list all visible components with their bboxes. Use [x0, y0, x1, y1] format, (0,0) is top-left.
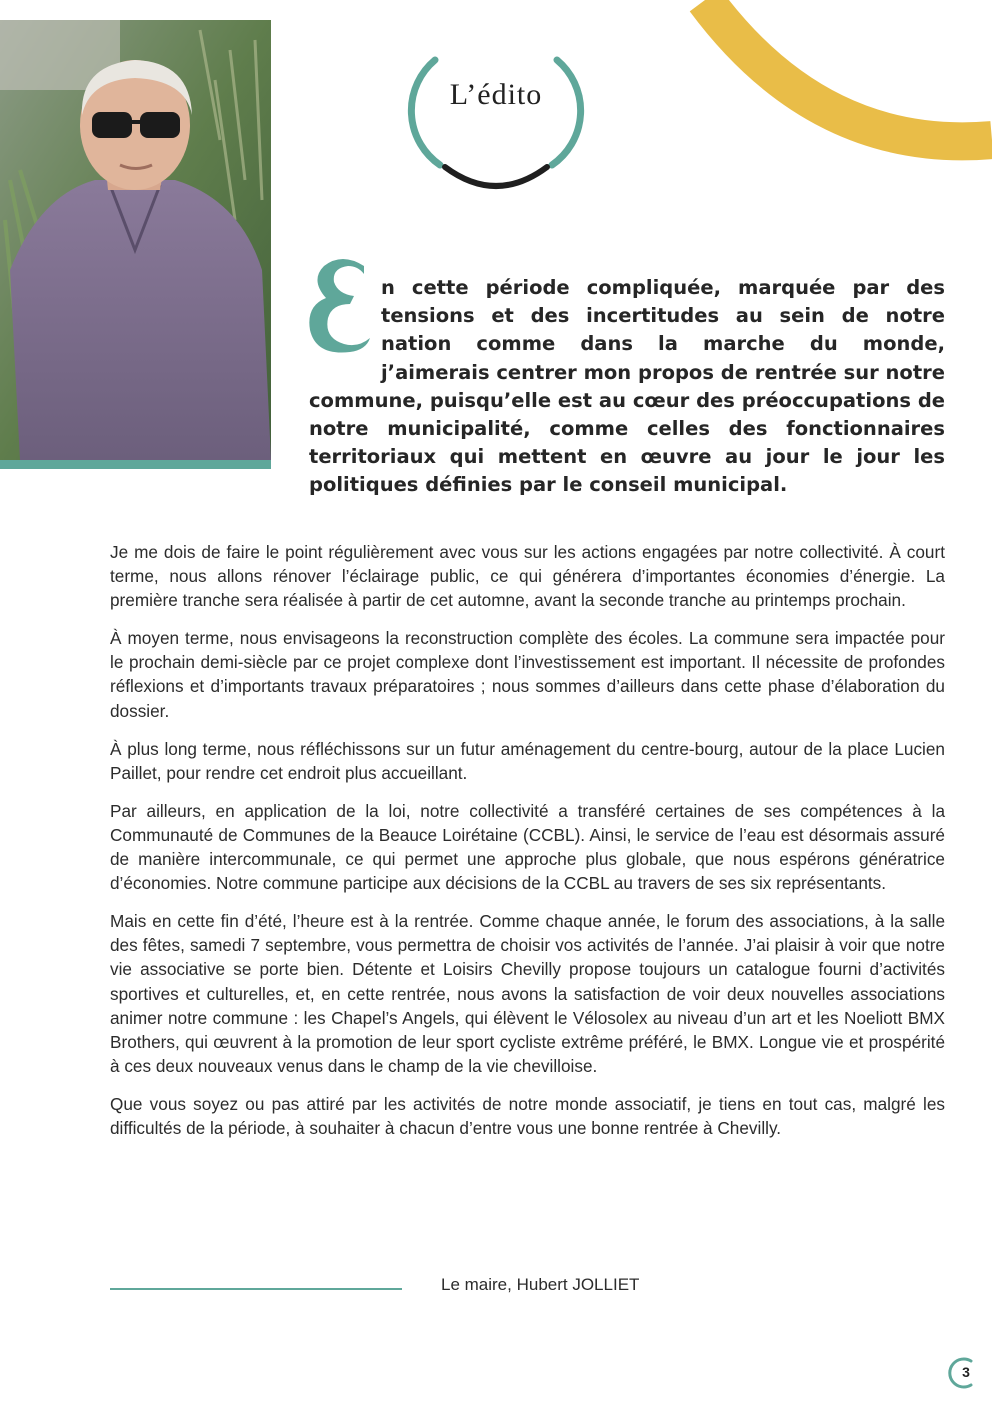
page-number: 3 — [962, 1364, 970, 1380]
drop-cap-letter: E — [302, 252, 303, 253]
portrait-photo-icon — [0, 20, 271, 460]
body-paragraph: À plus long terme, nous réfléchissons sur un futur aménagement du centre-bourg, autour de la place Lucien Paillet, pour rendre cet endroit plus accueillant. — [110, 738, 945, 783]
body-paragraph: Mais en cette fin d’été, l’heure est à la rentrée. Comme chaque année, le forum des associations, à la salle des fêtes, samedi 7 septembre, vous permettra de choisir vos activités de l’année. J’ai plaisir à voir que notre vie associative se porte bien. Détente et Loisirs Chevilly propose toujours un catalogue fourni d’activités sportives et culturelles, et, en cette rentrée, nous avons la satisfaction de voir deux nouvelles associations animer notre commune : les Chapel’s Angels, qui élèvent le Vélosolex au niveau d’un art et les Noeliott BMX Brothers, qui œuvrent à la promotion de leur sport cycliste extrême préféré, le BMX. Longue vie et prospérité à ces deux nouveaux venus dans le champ de la vie chevilloise. — [110, 911, 945, 1076]
body-paragraph: À moyen terme, nous envisageons la reconstruction complète des écoles. La commune sera impactée pour le prochain demi-siècle par ce projet complexe dont l’investissement est important. Il nécessite de profondes réflexions et d’importants travaux préparatoires ; nous sommes d’ailleurs dans cette phase d’élaboration du dossier. — [110, 628, 945, 721]
body-paragraph: Que vous soyez ou pas attiré par les activités de notre monde associatif, je tiens en tout cas, malgré les difficultés de la période, à souhaiter à chacun d’entre vous une bonne rentrée à Chevilly. — [110, 1093, 945, 1138]
article-body — [110, 540, 945, 1154]
signature: Le maire, Hubert JOLLIET — [441, 1275, 640, 1294]
page-title: L’édito — [449, 78, 543, 111]
body-paragraph: Je me dois de faire le point régulièrement avec vous sur les actions engagées par notre collectivité. À court terme, nous allons rénover l’éclairage public, ce qui générera d’importantes économies d’énergie. La première tranche sera réalisée à partir de cet automne, avant la seconde tranche au printemps prochain. — [110, 542, 945, 611]
edito-circle-logo-icon — [405, 40, 587, 190]
photo-accent-bar — [0, 460, 271, 469]
intro-text: n cette période compliquée, marquée par des tensions et des incertitudes au sein de notre nation comme dans la marche du monde, j’aimerais centrer mon propos de rentrée sur notre commune, puisqu’elle est au cœur des préoccupations de notre municipalité, comme celles des fonctionnaires territoriaux qui mettent en œuvre au jour le jour les politiques définies par le conseil municipal. — [309, 276, 945, 497]
mayor-portrait-photo — [0, 20, 271, 460]
intro-paragraph — [309, 274, 945, 500]
signature-divider — [110, 1288, 402, 1290]
body-paragraph: Par ailleurs, en application de la loi, notre collectivité a transféré certaines de ses compétences à la Communauté de Communes de la Beauce Loirétaine (CCBL). Ainsi, le service de l’eau est désormais assuré de manière intercommunale, ce qui permet une approche plus globale, que nous espérons génératrice d’économies. Notre commune participe aux décisions de la CCBL au travers de ses six représentants. — [110, 800, 945, 894]
